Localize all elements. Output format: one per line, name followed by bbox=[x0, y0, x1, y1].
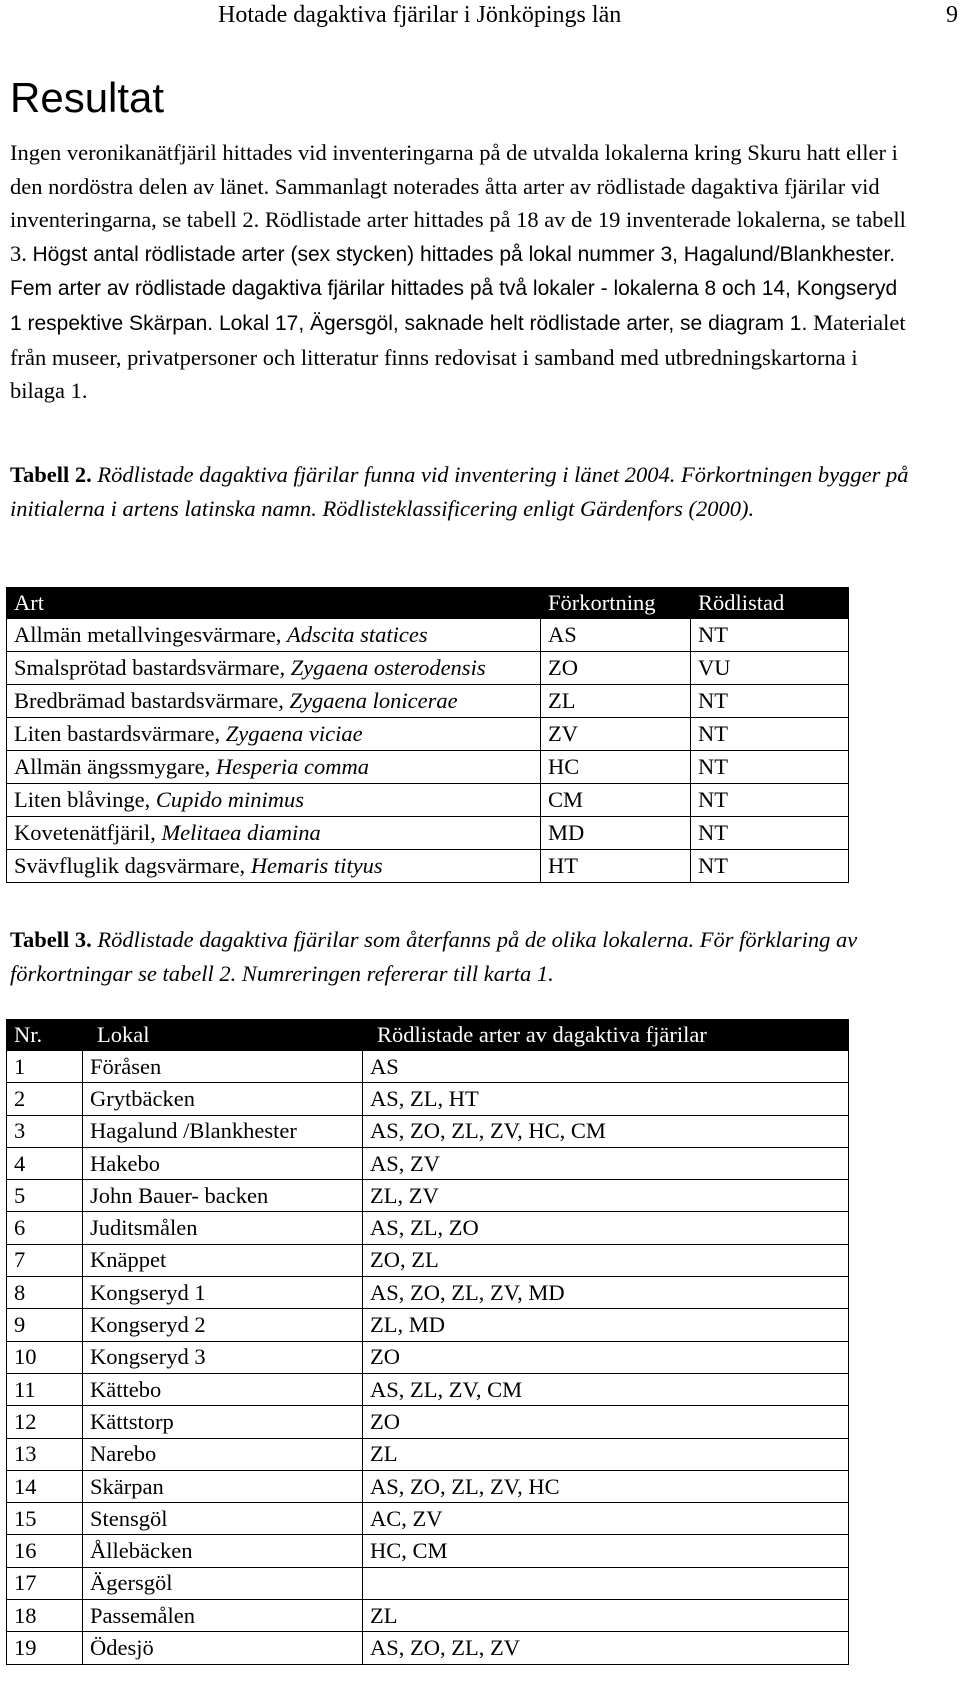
header-title: Hotade dagaktiva fjärilar i Jönköpings län bbox=[218, 2, 622, 28]
site-number-cell: 1 bbox=[7, 1051, 83, 1083]
table3-row bbox=[7, 1600, 849, 1632]
intro-paragraph bbox=[10, 136, 910, 408]
redlist-status-cell: NT bbox=[691, 784, 849, 817]
species-name-cell bbox=[7, 784, 541, 817]
table3-row bbox=[7, 1470, 849, 1502]
species-name-cell bbox=[7, 718, 541, 751]
abbreviation-cell: HC bbox=[541, 751, 691, 784]
abbreviation-cell: ZV bbox=[541, 718, 691, 751]
table3-row bbox=[7, 1373, 849, 1405]
site-number-cell: 14 bbox=[7, 1470, 83, 1502]
site-name-cell: Föråsen bbox=[83, 1051, 363, 1083]
site-species-cell: ZL, ZV bbox=[363, 1180, 849, 1212]
redlist-status-cell: NT bbox=[691, 817, 849, 850]
site-number-cell: 8 bbox=[7, 1277, 83, 1309]
site-number-cell: 12 bbox=[7, 1406, 83, 1438]
site-name-cell: Skärpan bbox=[83, 1470, 363, 1502]
site-name-cell: Narebo bbox=[83, 1438, 363, 1470]
table3-row bbox=[7, 1632, 849, 1664]
site-species-cell: ZL bbox=[363, 1600, 849, 1632]
site-number-cell: 7 bbox=[7, 1244, 83, 1276]
table2-row bbox=[7, 850, 849, 883]
table3-header-nr: Nr. bbox=[7, 1020, 83, 1051]
site-number-cell: 10 bbox=[7, 1341, 83, 1373]
site-number-cell: 2 bbox=[7, 1083, 83, 1115]
site-name-cell: Ägersgöl bbox=[83, 1567, 363, 1599]
redlist-status-cell: VU bbox=[691, 652, 849, 685]
site-number-cell: 16 bbox=[7, 1535, 83, 1567]
site-species-cell: ZL bbox=[363, 1438, 849, 1470]
page-number: 9 bbox=[946, 2, 958, 28]
latin-name: Melitaea diamina bbox=[161, 820, 321, 845]
site-species-cell: HC, CM bbox=[363, 1535, 849, 1567]
table2-caption-text: Rödlistade dagaktiva fjärilar funna vid inventering i länet 2004. Förkortningen bygger på initialerna i artens latinska namn. Rödlisteklassificering enligt Gärdenfors (2000). bbox=[10, 462, 909, 521]
table3-row bbox=[7, 1115, 849, 1147]
latin-name: Zygaena lonicerae bbox=[289, 688, 458, 713]
common-name: Smalsprötad bastardsvärmare, bbox=[14, 655, 291, 680]
table3-row bbox=[7, 1083, 849, 1115]
table3-row bbox=[7, 1535, 849, 1567]
site-number-cell: 9 bbox=[7, 1309, 83, 1341]
redlist-status-cell: NT bbox=[691, 850, 849, 883]
table3-row bbox=[7, 1147, 849, 1179]
redlist-status-cell: NT bbox=[691, 718, 849, 751]
redlist-status-cell: NT bbox=[691, 751, 849, 784]
species-name-cell bbox=[7, 751, 541, 784]
table2-label: Tabell 2. bbox=[10, 462, 92, 487]
common-name: Liten bastardsvärmare, bbox=[14, 721, 226, 746]
section-heading: Resultat bbox=[10, 74, 165, 121]
table2-row bbox=[7, 784, 849, 817]
table3 bbox=[6, 1019, 849, 1665]
site-species-cell: AS bbox=[363, 1051, 849, 1083]
table3-row bbox=[7, 1406, 849, 1438]
site-name-cell: Knäppet bbox=[83, 1244, 363, 1276]
site-name-cell: Juditsmålen bbox=[83, 1212, 363, 1244]
latin-name: Cupido minimus bbox=[155, 787, 304, 812]
site-number-cell: 4 bbox=[7, 1147, 83, 1179]
site-name-cell: Grytbäcken bbox=[83, 1083, 363, 1115]
table3-row bbox=[7, 1309, 849, 1341]
species-name-cell bbox=[7, 685, 541, 718]
table3-row bbox=[7, 1212, 849, 1244]
redlist-status-cell: NT bbox=[691, 685, 849, 718]
species-name-cell bbox=[7, 817, 541, 850]
table2-row bbox=[7, 685, 849, 718]
table3-caption-text: Rödlistade dagaktiva fjärilar som återfanns på de olika lokalerna. För förklaring av förkortningar se tabell 2. Numreringen refererar till karta 1. bbox=[10, 927, 858, 986]
table3-header-arter: Rödlistade arter av dagaktiva fjärilar bbox=[363, 1020, 849, 1051]
site-number-cell: 11 bbox=[7, 1373, 83, 1405]
table3-row bbox=[7, 1244, 849, 1276]
table3-caption bbox=[10, 923, 950, 990]
site-number-cell: 6 bbox=[7, 1212, 83, 1244]
site-number-cell: 18 bbox=[7, 1600, 83, 1632]
site-name-cell: Ållebäcken bbox=[83, 1535, 363, 1567]
table2-header-forkortning: Förkortning bbox=[541, 588, 691, 619]
site-name-cell: Kongseryd 2 bbox=[83, 1309, 363, 1341]
site-species-cell: AS, ZV bbox=[363, 1147, 849, 1179]
table3-label: Tabell 3. bbox=[10, 927, 92, 952]
species-name-cell bbox=[7, 619, 541, 652]
latin-name: Adscita statices bbox=[287, 622, 428, 647]
table3-row bbox=[7, 1503, 849, 1535]
abbreviation-cell: MD bbox=[541, 817, 691, 850]
common-name: Bredbrämad bastardsvärmare, bbox=[14, 688, 290, 713]
species-name-cell bbox=[7, 850, 541, 883]
site-species-cell bbox=[363, 1567, 849, 1599]
site-number-cell: 17 bbox=[7, 1567, 83, 1599]
latin-name: Hemaris tityus bbox=[250, 853, 383, 878]
table2-header-rodlistad: Rödlistad bbox=[691, 588, 849, 619]
common-name: Allmän ängssmygare, bbox=[14, 754, 216, 779]
site-species-cell: AS, ZL, ZO bbox=[363, 1212, 849, 1244]
site-name-cell: Kongseryd 3 bbox=[83, 1341, 363, 1373]
site-number-cell: 19 bbox=[7, 1632, 83, 1664]
intro-part-1: Ingen veronikanätfjäril hittades vid inventeringarna på de utvalda lokalerna kring Skuru hatt eller i den nordöstra delen av länet. Sammanlagt noterades åtta arter av rödlistade dagaktiva fjärilar vid inventeringarna, se tabell 2. Rödlistade arter hittades på 18 av de 19 inventerade lokalerna, se tabell 3. bbox=[10, 140, 906, 266]
page-header bbox=[0, 2, 960, 34]
table2-row bbox=[7, 619, 849, 652]
abbreviation-cell: CM bbox=[541, 784, 691, 817]
table2-header-art: Art bbox=[7, 588, 541, 619]
site-name-cell: Passemålen bbox=[83, 1600, 363, 1632]
abbreviation-cell: AS bbox=[541, 619, 691, 652]
table3-header-lokal: Lokal bbox=[83, 1020, 363, 1051]
site-species-cell: ZO bbox=[363, 1341, 849, 1373]
site-name-cell: John Bauer- backen bbox=[83, 1180, 363, 1212]
site-species-cell: AS, ZO, ZL, ZV bbox=[363, 1632, 849, 1664]
site-name-cell: Kongseryd 1 bbox=[83, 1277, 363, 1309]
site-name-cell: Ödesjö bbox=[83, 1632, 363, 1664]
table2-caption bbox=[10, 458, 950, 525]
site-species-cell: ZO bbox=[363, 1406, 849, 1438]
site-name-cell: Hagalund /Blankhester bbox=[83, 1115, 363, 1147]
site-species-cell: ZL, MD bbox=[363, 1309, 849, 1341]
table3-row bbox=[7, 1277, 849, 1309]
intro-part-2: Högst antal rödlistade arter (sex stycken) hittades på lokal nummer 3, Hagalund/Blankhester. Fem arter av rödlistade dagaktiva fjärilar hittades på två lokaler - lokalerna 8 och 14, Kongseryd 1 respektive Skärpan. Lokal 17, Ägersgöl, saknade helt rödlistade arter, se diagram 1. bbox=[10, 242, 898, 335]
site-number-cell: 13 bbox=[7, 1438, 83, 1470]
common-name: Allmän metallvingesvärmare, bbox=[14, 622, 288, 647]
site-species-cell: ZO, ZL bbox=[363, 1244, 849, 1276]
site-number-cell: 3 bbox=[7, 1115, 83, 1147]
site-number-cell: 15 bbox=[7, 1503, 83, 1535]
site-name-cell: Stensgöl bbox=[83, 1503, 363, 1535]
table2-header-row bbox=[7, 588, 849, 619]
intro-part-3: Materialet från museer, privatpersoner och litteratur finns redovisat i samband med utbredningskartorna i bilaga 1. bbox=[10, 309, 906, 404]
table2-row bbox=[7, 652, 849, 685]
table3-header-row bbox=[7, 1020, 849, 1051]
common-name: Svävfluglik dagsvärmare, bbox=[14, 853, 251, 878]
table3-row bbox=[7, 1180, 849, 1212]
latin-name: Zygaena osterodensis bbox=[290, 655, 486, 680]
common-name: Kovetenätfjäril, bbox=[14, 820, 162, 845]
latin-name: Zygaena viciae bbox=[225, 721, 363, 746]
site-species-cell: AS, ZO, ZL, ZV, HC, CM bbox=[363, 1115, 849, 1147]
site-name-cell: Kättebo bbox=[83, 1373, 363, 1405]
site-name-cell: Hakebo bbox=[83, 1147, 363, 1179]
site-species-cell: AS, ZL, HT bbox=[363, 1083, 849, 1115]
site-species-cell: AC, ZV bbox=[363, 1503, 849, 1535]
table3-row bbox=[7, 1438, 849, 1470]
table3-row bbox=[7, 1341, 849, 1373]
redlist-status-cell: NT bbox=[691, 619, 849, 652]
common-name: Liten blåvinge, bbox=[14, 787, 156, 812]
table2-row bbox=[7, 751, 849, 784]
species-name-cell bbox=[7, 652, 541, 685]
abbreviation-cell: HT bbox=[541, 850, 691, 883]
site-species-cell: AS, ZL, ZV, CM bbox=[363, 1373, 849, 1405]
abbreviation-cell: ZL bbox=[541, 685, 691, 718]
table2-row bbox=[7, 718, 849, 751]
site-number-cell: 5 bbox=[7, 1180, 83, 1212]
site-species-cell: AS, ZO, ZL, ZV, HC bbox=[363, 1470, 849, 1502]
site-species-cell: AS, ZO, ZL, ZV, MD bbox=[363, 1277, 849, 1309]
table2 bbox=[6, 587, 849, 883]
table3-row bbox=[7, 1567, 849, 1599]
table2-row bbox=[7, 817, 849, 850]
site-name-cell: Kättstorp bbox=[83, 1406, 363, 1438]
abbreviation-cell: ZO bbox=[541, 652, 691, 685]
latin-name: Hesperia comma bbox=[215, 754, 369, 779]
table3-row bbox=[7, 1051, 849, 1083]
